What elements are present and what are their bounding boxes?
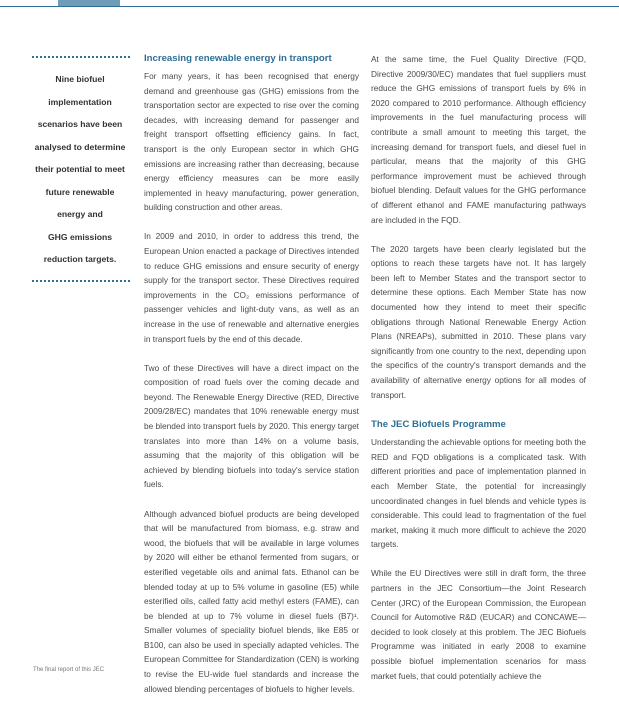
pull-quote-line: energy and: [57, 209, 103, 219]
body-paragraph: Understanding the achievable options for meeting both the RED and FQD obligations is a complicated task. With different priorities and pace of implementation planned in each Member State, the potential for increasingly uncoordinated changes in fuel blends and vehicle types is considerable. This could lead to fragmentation of the fuel market, making it much more difficult to achieve the 2020 targets.: [371, 437, 586, 550]
text-column-left: [144, 52, 359, 711]
body-paragraph: Two of these Directives will have a direct impact on the composition of road fuels over the coming decade and beyond. The Renewable Energy Directive (RED, Directive 2009/28/EC) mandates that 10% renewable energy must be blended into transport fuels by 2020. This energy target translates into more than 14% on a volume basis, assuming that the majority of this obligation will be achieved by blending biofuels into today's service station fuels.: [144, 362, 359, 490]
pull-quote-top-divider: [32, 56, 130, 58]
section-heading-renewable-energy: Increasing renewable energy in transport: [144, 53, 332, 64]
header-rule: [0, 6, 619, 7]
pull-quote-line: Nine biofuel: [55, 74, 105, 84]
pull-quote: [30, 56, 130, 282]
pull-quote-bottom-divider: [32, 280, 130, 282]
section-heading-jec-programme: The JEC Biofuels Programme: [371, 419, 506, 431]
body-paragraph: While the EU Directives were still in draft form, the three partners in the JEC Consortium—the Joint Research Center (JRC) of the European Commission, the European Council for Automotive R&D (EUCAR) and CONCAWE—decided to look closely at this problem. The JEC Biofuels Programme was initiated in early 2008 to examine possible biofuel implementation scenarios for mass market fuels, that could potentially achieve the: [371, 568, 586, 681]
body-paragraph: In 2009 and 2010, in order to address this trend, the European Union enacted a package of Directives intended to reduce GHG emissions and ensure security of energy supply for the transport sector. These Directives required improvements in the CO₂ emissions performance of passenger vehicles and light-duty vans, as well as an increase in the use of renewable and alternative energies in transport fuels by the end of this decade.: [144, 231, 359, 344]
pull-quote-line: GHG emissions: [48, 231, 112, 242]
text-column-right: [371, 52, 586, 698]
header-tab: [58, 0, 120, 6]
pull-quote-line: implementation: [48, 96, 112, 107]
body-paragraph: The 2020 targets have been clearly legislated but the options to reach these targets have not. It has largely been left to Member States and the transport sector to determine these options. Each Member State has now documented how they intend to meet their specific obligations through National Renewable Energy Action Plans (NREAPs), submitted in 2010. These plans vary significantly from one country to the next, depending upon the specifics of the country's transport demands and the availability of alternative energy options for all modes of transport.: [371, 243, 586, 400]
pull-quote-line: future renewable: [45, 186, 115, 197]
body-paragraph: At the same time, the Fuel Quality Directive (FQD, Directive 2009/30/EC) mandates that fuel suppliers must reduce the GHG emissions of transport fuels by 6% in 2020 compared to 2010 performance. Although efficiency improvements in the fuel manufacturing process will contribute a small amount to meeting this target, the increasing demand for transport fuels, and diesel fuel in particular, means that the majority of this GHG performance improvement must be achieved through biofuel blending. Default values for the GHG performance of different ethanol and FAME manufacturing pathways are included in the FQD.: [371, 54, 586, 225]
pull-quote-line: reduction targets.: [43, 254, 117, 264]
pull-quote-line: scenarios have been: [37, 119, 123, 129]
body-paragraph: Although advanced biofuel products are being developed that will be manufactured from biomass, e.g. straw and wood, the biofuels that will be available in large volumes by 2020 will either be ethanol fermented from sugars, or esterified vegetable oils and animal fats. Ethanol can be blended today at up to 5% volume in gasoline (E5) while esterified oils, called fatty acid methyl esters (FAME), can be blended at up to 7% volume in diesel fuels (B7)¹. Smaller volumes of speciality biofuel blends, like E85 or B100, can also be used in specially adapted vehicles. The European Committee for Standardization (CEN) is working to revise the EU-wide fuel standards and increase the allowed blending percentages of biofuels to higher levels.: [144, 508, 359, 694]
pull-quote-line: their potential to meet: [35, 164, 125, 174]
footer-note: The final report of this JEC: [33, 667, 105, 673]
pull-quote-line: analysed to determine: [34, 141, 126, 152]
body-paragraph: For many years, it has been recognised that energy demand and greenhouse gas (GHG) emissions from the transportation sector are expected to rise over the coming decades, with increasing demand for passenger and freight transport offsetting efficiency gains. In fact, transport is the only European sector in which GHG emissions are increasing rather than decreasing, because energy efficiency measures can be more easily implemented in heavy manufacturing, power generation, building construction and other areas.: [144, 71, 359, 213]
